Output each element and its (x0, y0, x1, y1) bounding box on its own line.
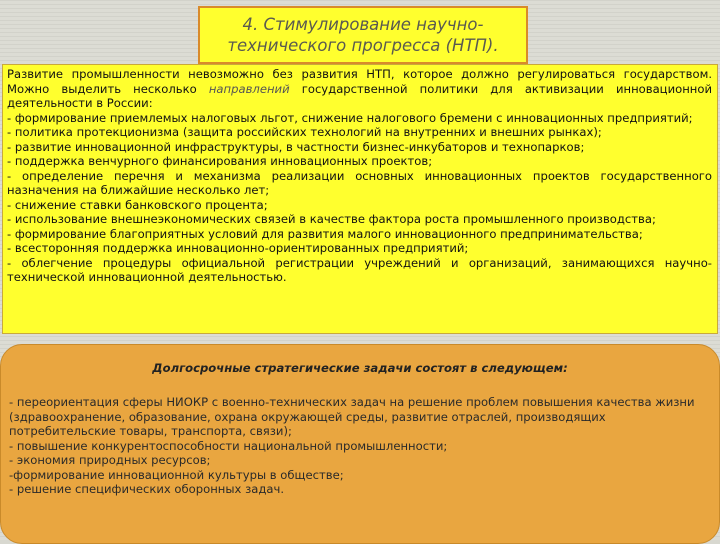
list-item: - развитие инновационной инфраструктуры, в частности бизнес-инкубаторов и технопарков; (7, 139, 585, 154)
task-item: -формирование инновационной культуры в обществе; (9, 467, 344, 482)
list-item: - использование внешнеэкономических связей в качестве фактора роста промышленного производства; (7, 212, 656, 226)
list-item: - всесторонняя поддержка инновационно-ориентированных предприятий; (7, 241, 469, 255)
list-item: - политика протекционизма (защита российских технологий на внутренних и внешних рынках); (7, 125, 602, 139)
list-item: - снижение ставки банковского процента; (7, 197, 268, 212)
list-item: - формирование приемлемых налоговых льгот, снижение налогового бремени с инновационных предприятий; (7, 110, 693, 125)
task-item: - экономия природных ресурсов; (9, 453, 211, 467)
title-line-1: 4. Стимулирование научно- (242, 15, 484, 34)
policy-directions-box (2, 64, 718, 334)
intro-text-2: государственной политики для активизации инновационной деятельности в России: (7, 81, 712, 110)
intro-emphasis: направлений (208, 81, 290, 96)
title-line-2: технического прогресса (НТП). (227, 36, 499, 55)
list-item: - поддержка венчурного финансирования инновационных проектов; (7, 154, 433, 168)
list-item: - формирование благоприятных условий для развития малого инновационного предпринимательства; (7, 226, 643, 241)
task-item: - повышение конкурентоспособности национальной промышленности; (9, 438, 448, 453)
intro-paragraph (7, 67, 712, 111)
list-item: - определение перечня и механизма реализации основных инновационных проектов государственного назначения на ближайшие несколько лет; (7, 168, 712, 197)
list-item: - облегчение процедуры официальной регистрации учреждений и организаций, занимающихся научно-технической инновационной деятельностью. (7, 255, 712, 284)
task-item: - переориентация сферы НИОКР с военно-технических задач на решение проблем повышения качества жизни (здравоохранение, образование, охрана окружающей среды, развитие отраслей, производящих потребительские товары, транспорта, связи); (9, 395, 695, 438)
strategic-tasks-box (0, 344, 720, 544)
intro-text-1: Развитие промышленности невозможно без развития НТП, которое должно регулироваться государством. Можно выделить несколько (7, 67, 712, 96)
task-item: - решение специфических оборонных задач. (9, 482, 285, 496)
tasks-heading: Долгосрочные стратегические задачи состоят в следующем: (152, 361, 568, 375)
tasks-list (1, 395, 719, 497)
slide-title (198, 6, 528, 64)
